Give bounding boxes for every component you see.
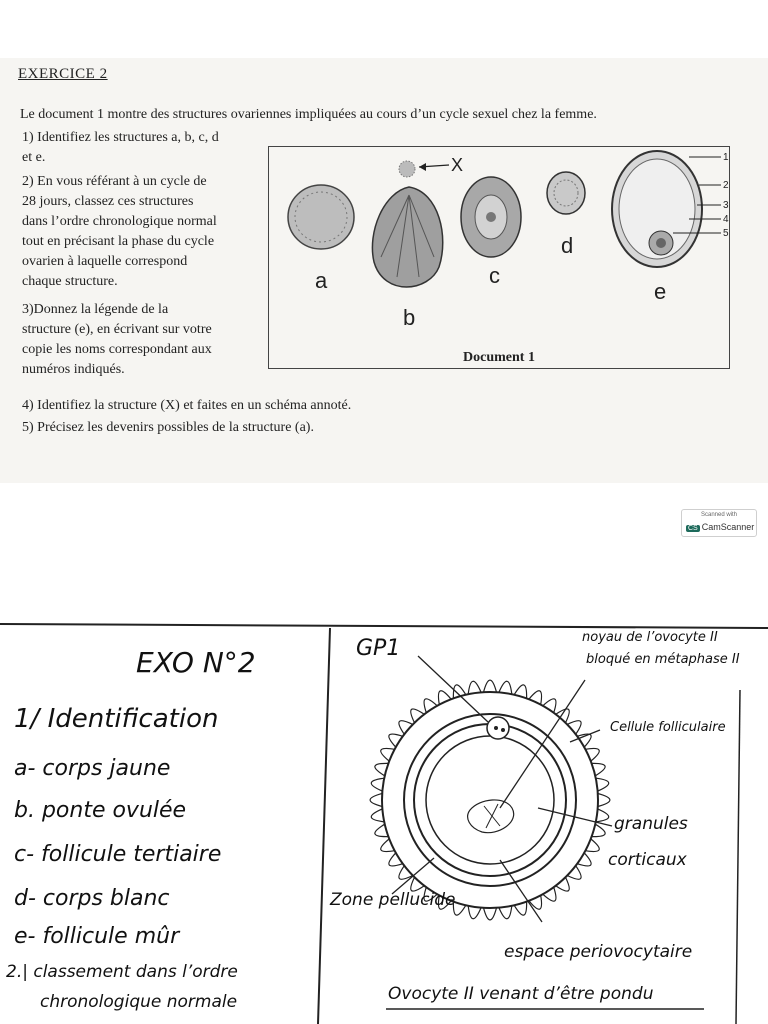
label-granules-line-1: granules [614, 814, 688, 834]
question-3: 3)Donnez la légende de la structure (e), en écrivant sur votre copie les noms correspondant aux numéros indiqués. [22, 302, 212, 377]
label-granules-line-2: corticaux [608, 850, 687, 870]
answer-b: b. ponte ovulée [14, 798, 187, 823]
classement-line-1: 2.| classement dans l’ordre [6, 962, 238, 982]
question-1: 1) Identifiez les structures a, b, c, d et e. [22, 130, 219, 165]
number-2: 2 [723, 180, 729, 191]
ovarian-structures-drawing [269, 147, 731, 370]
label-zone-pellucide: Zone pellucide [330, 890, 456, 910]
label-nucleus-line-2: bloqué en métaphase II [586, 652, 740, 667]
label-b: b [403, 305, 416, 330]
structure-b-drawing [372, 187, 442, 287]
corona-radiata-cell [598, 794, 610, 807]
handwritten-title: EXO N°2 [136, 646, 256, 679]
structure-a-drawing [288, 185, 354, 249]
number-3: 3 [723, 200, 729, 211]
question-4: 4) Identifiez la structure (X) et faites en un schéma annoté. [22, 398, 352, 413]
label-c: c [489, 263, 500, 288]
corona-radiata-cell [484, 908, 497, 920]
structure-c-drawing [461, 177, 521, 257]
number-5: 5 [723, 228, 729, 239]
answer-e: e- follicule mûr [14, 924, 180, 949]
label-x: X [451, 155, 464, 175]
answer-a: a- corps jaune [14, 756, 171, 781]
label-e: e [654, 279, 667, 304]
number-1: 1 [723, 152, 729, 163]
document-1-caption: Document 1 [463, 350, 535, 365]
camscanner-logo-icon: CS [688, 525, 698, 532]
structure-d-drawing [547, 172, 585, 214]
label-nucleus-line-1: noyau de l’ovocyte II [582, 630, 718, 645]
structure-x-drawing [399, 161, 449, 177]
handwritten-answer-page [0, 560, 768, 1024]
exercise-title: EXERCICE 2 [18, 66, 108, 82]
answer-c: c- follicule tertiaire [14, 842, 222, 867]
label-follicular-cell: Cellule folliculaire [610, 720, 726, 735]
structure-e-drawing [612, 151, 721, 267]
classement-line-2: chronologique normale [40, 992, 238, 1012]
document-1-figure [268, 146, 730, 369]
diagram-caption: Ovocyte II venant d’être pondu [388, 984, 654, 1004]
number-4: 4 [723, 214, 729, 225]
camscanner-badge: Scanned with CS CamScanner [681, 509, 757, 537]
label-gp1: GP1 [356, 636, 401, 661]
label-d: d [561, 233, 574, 258]
label-a: a [315, 268, 328, 293]
label-espace-periovocytaire: espace periovocytaire [504, 942, 693, 962]
corona-radiata-cell [484, 680, 497, 692]
exercise-intro: Le document 1 montre des structures ovariennes impliquées au cours d’un cycle sexuel chez la femme. [20, 107, 597, 122]
answer-d: d- corps blanc [14, 886, 170, 911]
identification-heading: 1/ Identification [14, 704, 219, 734]
question-2: 2) En vous référant à un cycle de 28 jours, classez ces structures dans l’ordre chronologique normal tout en précisant la phase du cycle ovarien à laquelle correspond chaque structure. [22, 174, 217, 289]
question-5: 5) Précisez les devenirs possibles de la structure (a). [22, 420, 314, 435]
corona-radiata-cell [370, 794, 382, 807]
